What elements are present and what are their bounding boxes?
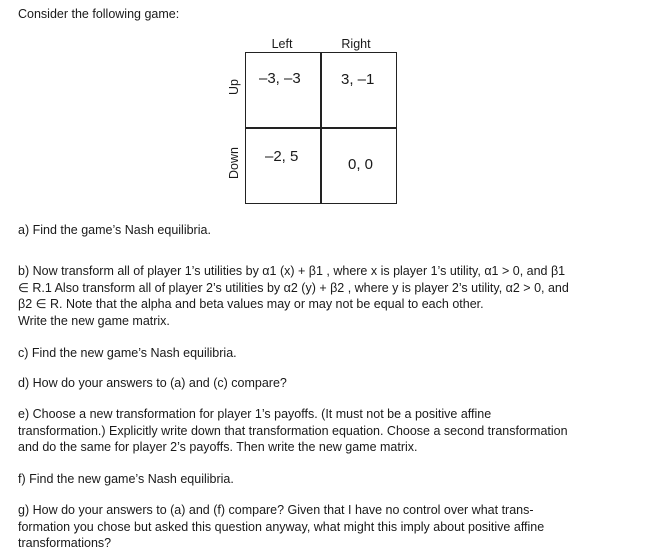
cell-down-right: 0, 0 — [348, 156, 374, 173]
column-header-left: Left — [271, 37, 293, 51]
question-e-line: transformation.) Explicitly write down that transformation equation. Choose a second transformation — [18, 423, 568, 438]
question-b-line: Write the new game matrix. — [18, 313, 170, 328]
intro-text: Consider the following game: — [18, 7, 180, 21]
question-b-line: b) Now transform all of player 1’s utilities by α1 (x) + β1 , where x is player 1’s utility, α1 > 0, and β1 — [18, 264, 566, 278]
question-f — [18, 471, 234, 488]
question-a-text: a) Find the game’s Nash equilibria. — [18, 223, 211, 237]
question-e-line: and do the same for player 2’s payoffs. Then write the new game matrix. — [18, 440, 418, 454]
question-a — [18, 222, 211, 239]
row-header-up: Up — [227, 79, 241, 95]
question-g-line: g) How do your answers to (a) and (f) compare? Given that I have no control over what trans- — [18, 503, 534, 517]
row-header-down: Down — [227, 147, 241, 179]
question-g — [18, 502, 544, 552]
column-header-right: Right — [341, 37, 371, 51]
question-e — [18, 406, 568, 456]
question-d-text: d) How do your answers to (a) and (c) compare? — [18, 376, 287, 390]
cell-up-right: 3, –1 — [341, 71, 375, 88]
question-f-text: f) Find the new game’s Nash equilibria. — [18, 472, 234, 486]
payoff-matrix — [245, 52, 397, 204]
question-d — [18, 375, 287, 392]
question-g-line: formation you chose but asked this question anyway, what might this imply about positive affine — [18, 519, 545, 534]
cell-up-left: –3, –3 — [259, 70, 301, 87]
cell-down-left: –2, 5 — [265, 148, 299, 165]
question-c-text: c) Find the new game’s Nash equilibria. — [18, 346, 237, 360]
question-b-line: ∈ R.1 Also transform all of player 2’s utilities by α2 (y) + β2 , where y is player 2’s utility, α2 > 0, and — [18, 280, 569, 295]
question-g-line: transformations? — [18, 536, 112, 550]
question-b-line: β2 ∈ R. Note that the alpha and beta values may or may not be equal to each other. — [18, 297, 484, 311]
question-c — [18, 345, 237, 362]
matrix-divider-horizontal — [246, 127, 396, 129]
question-e-line: e) Choose a new transformation for player 1’s payoffs. (It must not be a positive affine — [18, 407, 492, 421]
question-b — [18, 263, 569, 329]
